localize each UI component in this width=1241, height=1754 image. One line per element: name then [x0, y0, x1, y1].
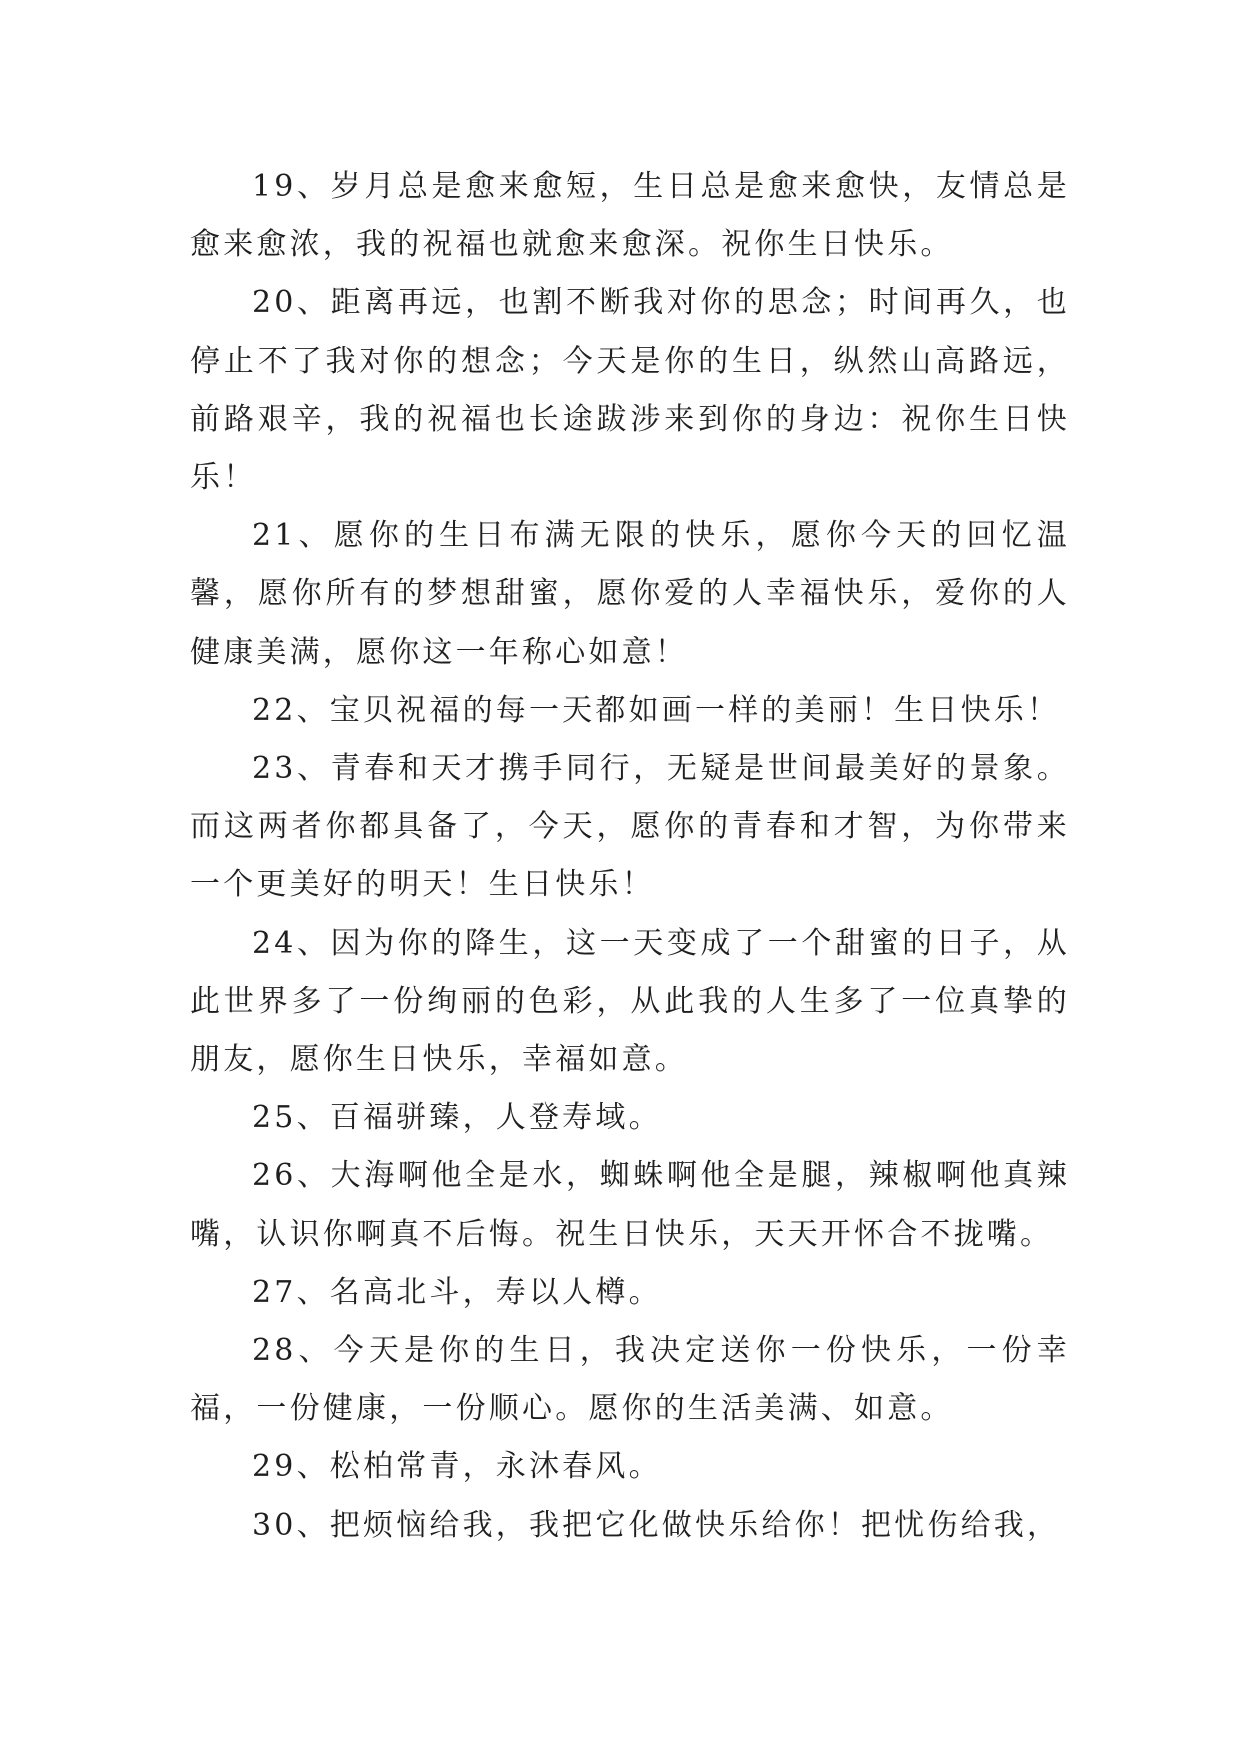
paragraph-20: 20、距离再远，也割不断我对你的思念；时间再久，也停止不了我对你的想念；今天是你的生日，纵然山高路远，前路艰辛，我的祝福也长途跋涉来到你的身边：祝你生日快乐！: [190, 285, 1070, 496]
document-body: [190, 158, 1070, 1555]
paragraph-24: 24、因为你的降生，这一天变成了一个甜蜜的日子，从此世界多了一份绚丽的色彩，从此我的人生多了一位真挚的朋友，愿你生日快乐，幸福如意。: [190, 925, 1070, 1078]
paragraph-26: 26、大海啊他全是水，蜘蛛啊他全是腿，辣椒啊他真辣嘴，认识你啊真不后悔。祝生日快乐，天天开怀合不拢嘴。: [190, 1158, 1070, 1252]
paragraph-28: 28、今天是你的生日，我决定送你一份快乐，一份幸福，一份健康，一份顺心。愿你的生活美满、如意。: [190, 1333, 1070, 1427]
paragraph-21: 21、愿你的生日布满无限的快乐，愿你今天的回忆温馨，愿你所有的梦想甜蜜，愿你爱的人幸福快乐，爱你的人健康美满，愿你这一年称心如意！: [190, 518, 1070, 670]
paragraph-25: 25、百福骈臻，人登寿域。: [252, 1100, 662, 1136]
paragraph-19: 19、岁月总是愈来愈短，生日总是愈来愈快，友情总是愈来愈浓，我的祝福也就愈来愈深。祝你生日快乐。: [190, 169, 1070, 263]
paragraph-22: 22、宝贝祝福的每一天都如画一样的美丽！生日快乐！: [252, 692, 1061, 728]
paragraph-29: 29、松柏常青，永沐春风。: [252, 1449, 662, 1485]
paragraph-27: 27、名高北斗，寿以人樽。: [252, 1274, 662, 1310]
paragraph-23: 23、青春和天才携手同行，无疑是世间最美好的景象。而这两者你都具备了，今天，愿你的青春和才智，为你带来一个更美好的明天！生日快乐！: [190, 751, 1070, 903]
paragraph-30: 30、把烦恼给我，我把它化做快乐给你！把忧伤给我，: [252, 1507, 1061, 1543]
